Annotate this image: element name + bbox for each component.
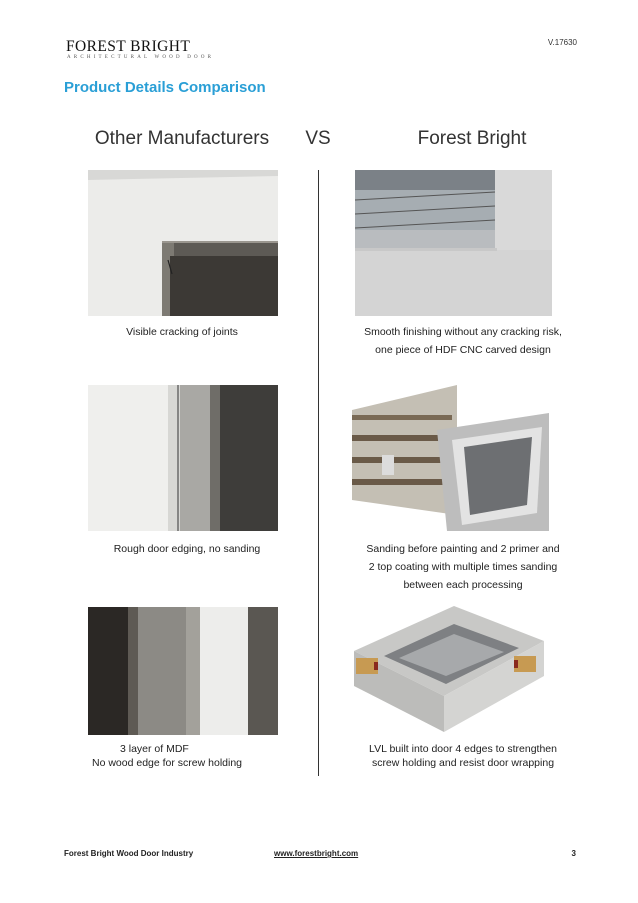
- photo-cracked-joint: [88, 170, 278, 316]
- caption-line: between each processing: [403, 579, 523, 591]
- column-divider: [318, 170, 319, 776]
- caption-right-2: [328, 540, 598, 594]
- column-heading-forest-bright: Forest Bright: [417, 128, 527, 149]
- photo-sanded-doors: [352, 385, 549, 531]
- caption-right-3: [328, 742, 598, 770]
- page-title: Product Details Comparison: [64, 79, 266, 96]
- caption-left-3: [92, 742, 312, 770]
- caption-line: 2 top coating with multiple times sanding: [368, 561, 558, 573]
- photo-lvl-edges: [344, 606, 552, 732]
- caption-left-1: Visible cracking of joints: [126, 326, 238, 338]
- caption-line: screw holding and resist door wrapping: [371, 757, 555, 769]
- caption-line: No wood edge for screw holding: [92, 757, 243, 769]
- caption-line: 3 layer of MDF: [120, 743, 189, 755]
- footer-website-link[interactable]: www.forestbright.com: [274, 849, 359, 858]
- caption-right-1: [328, 323, 598, 359]
- footer-company: Forest Bright Wood Door Industry: [64, 849, 194, 858]
- photo-rough-edging: [88, 385, 278, 531]
- caption-line: Sanding before painting and 2 primer and: [366, 543, 560, 555]
- column-heading-other: Other Manufacturers: [94, 128, 270, 149]
- photo-smooth-finish: [355, 170, 552, 316]
- brand-tagline: ARCHITECTURAL WOOD DOOR: [67, 55, 215, 60]
- caption-line: Smooth finishing without any cracking risk,: [364, 326, 562, 338]
- caption-line: one piece of HDF CNC carved design: [375, 344, 551, 356]
- version-label: V.17630: [547, 38, 577, 47]
- page-number: 3: [571, 849, 576, 858]
- caption-line: LVL built into door 4 edges to strengthen: [369, 743, 557, 755]
- caption-left-2: Rough door edging, no sanding: [113, 543, 261, 555]
- photo-mdf-layers: [88, 607, 278, 735]
- brand-logo: FOREST BRIGHT: [66, 38, 191, 55]
- column-heading-vs: VS: [305, 128, 331, 149]
